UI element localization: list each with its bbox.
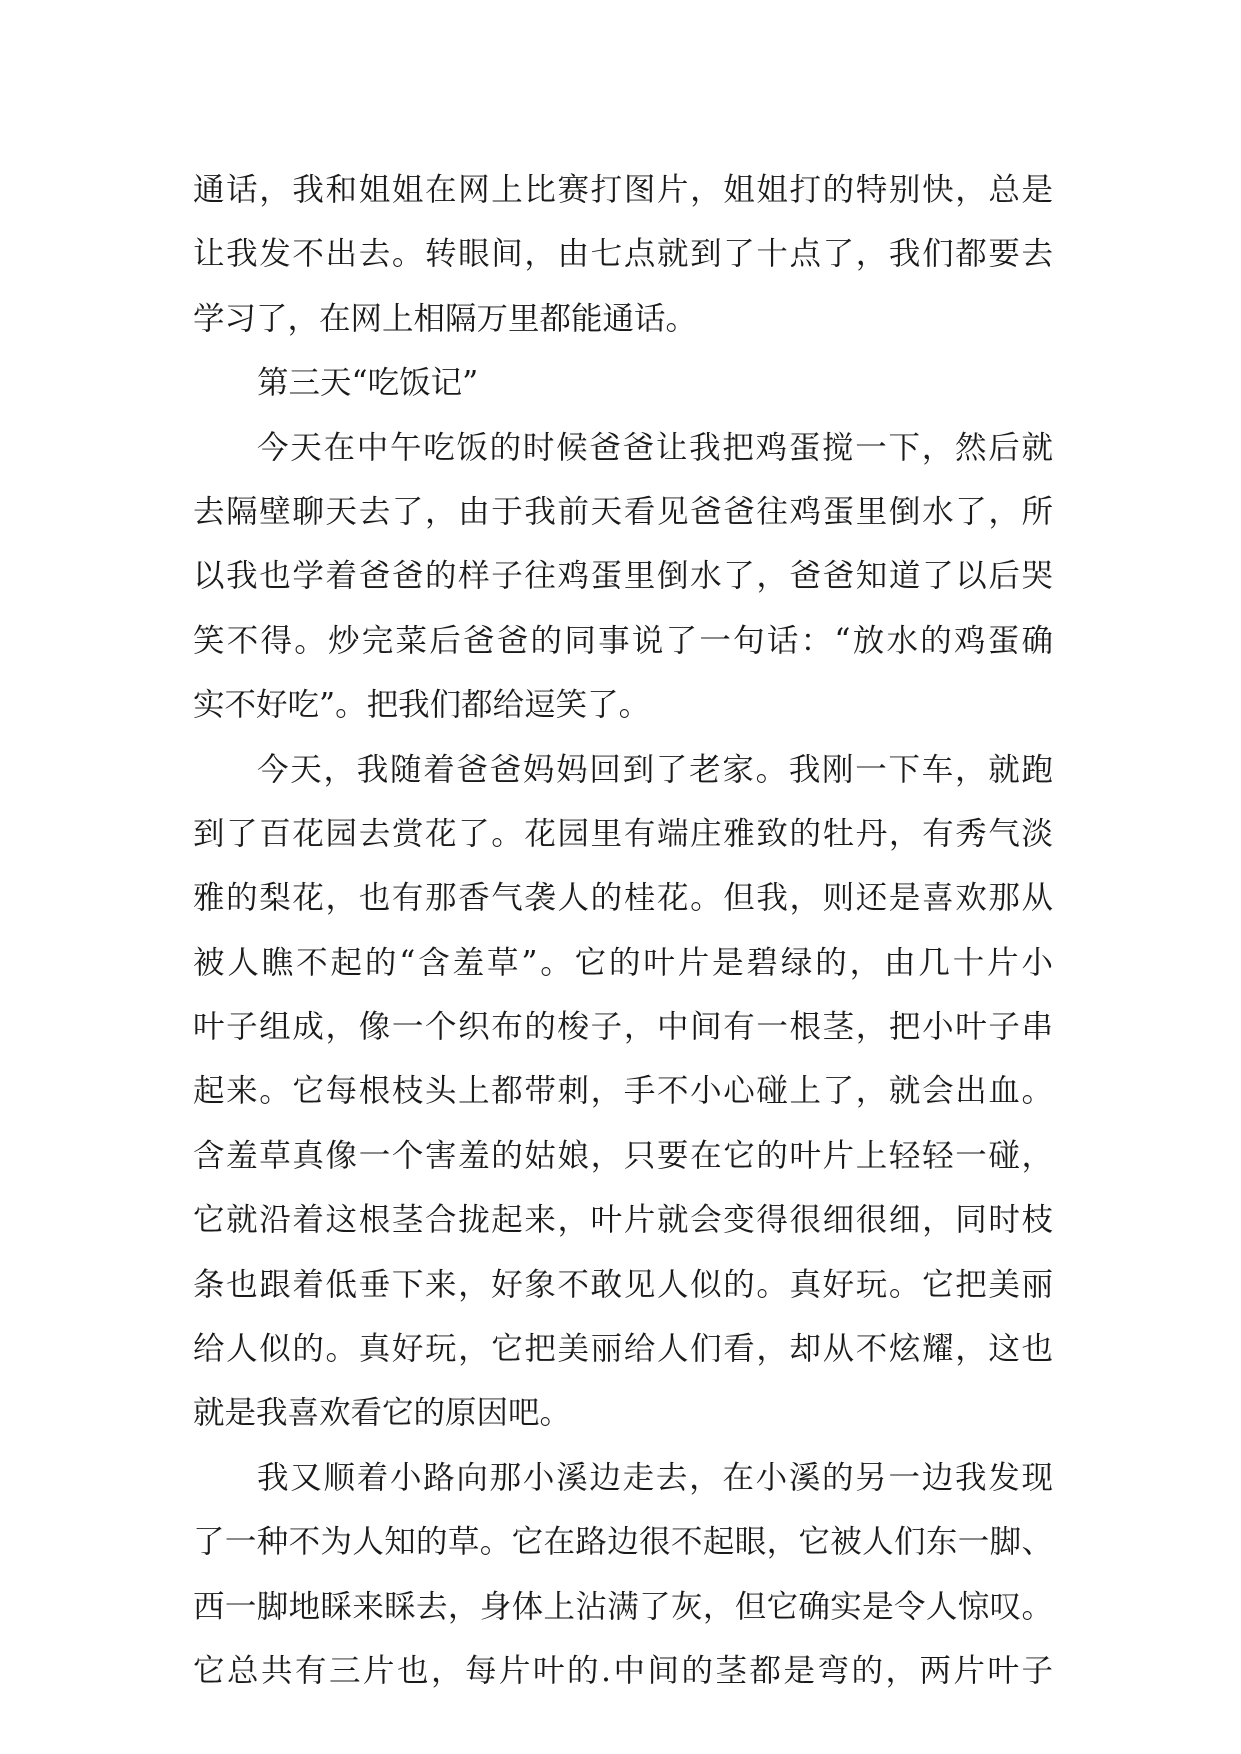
text-line: 以我也学着爸爸的样子往鸡蛋里倒水了，爸爸知道了以后哭 — [193, 558, 1053, 595]
text-line: 给人似的。真好玩，它把美丽给人们看，却从不炫耀，这也 — [193, 1331, 1053, 1368]
text-line: 实不好吃”。把我们都给逗笑了。 — [193, 687, 651, 724]
text-line: 西一脚地睬来睬去，身体上沾满了灰，但它确实是令人惊叹。 — [193, 1588, 1053, 1625]
text-line: 到了百花园去赏花了。花园里有端庄雅致的牡丹，有秀气淡 — [193, 815, 1053, 852]
text-line: 了一种不为人知的草。它在路边很不起眼，它被人们东一脚、 — [193, 1524, 1053, 1561]
text-line: 今天在中午吃饭的时候爸爸让我把鸡蛋搅一下，然后就 — [257, 429, 1053, 466]
text-line: 就是我喜欢看它的原因吧。 — [193, 1395, 572, 1432]
document-body — [193, 158, 1053, 1703]
text-line: 去隔壁聊天去了，由于我前天看见爸爸往鸡蛋里倒水了，所 — [193, 493, 1053, 530]
section-heading: 第三天“吃饭记” — [257, 365, 479, 402]
text-line: 含羞草真像一个害羞的姑娘，只要在它的叶片上轻轻一碰， — [193, 1137, 1053, 1174]
text-line: 今天，我随着爸爸妈妈回到了老家。我刚一下车，就跑 — [257, 751, 1053, 788]
text-line: 我又顺着小路向那小溪边走去，在小溪的另一边我发现 — [257, 1459, 1053, 1496]
text-line: 雅的梨花，也有那香气袭人的桂花。但我，则还是喜欢那从 — [193, 880, 1053, 917]
text-line: 笑不得。炒完菜后爸爸的同事说了一句话：“放水的鸡蛋确 — [193, 622, 1053, 659]
text-line: 它总共有三片也，每片叶的.中间的茎都是弯的，两片叶子 — [193, 1652, 1053, 1689]
text-line: 让我发不出去。转眼间，由七点就到了十点了，我们都要去 — [193, 236, 1053, 273]
text-line: 它就沿着这根茎合拢起来，叶片就会变得很细很细，同时枝 — [193, 1202, 1053, 1239]
text-line: 叶子组成，像一个织布的梭子，中间有一根茎，把小叶子串 — [193, 1009, 1053, 1046]
text-line: 通话，我和姐姐在网上比赛打图片，姐姐打的特别快，总是 — [193, 172, 1053, 208]
text-line: 被人瞧不起的“含羞草”。它的叶片是碧绿的，由几十片小 — [193, 944, 1053, 981]
text-line: 学习了，在网上相隔万里都能通话。 — [193, 300, 698, 337]
text-line: 起来。它每根枝头上都带刺，手不小心碰上了，就会出血。 — [193, 1073, 1053, 1110]
text-line: 条也跟着低垂下来，好象不敢见人似的。真好玩。它把美丽 — [193, 1266, 1053, 1303]
